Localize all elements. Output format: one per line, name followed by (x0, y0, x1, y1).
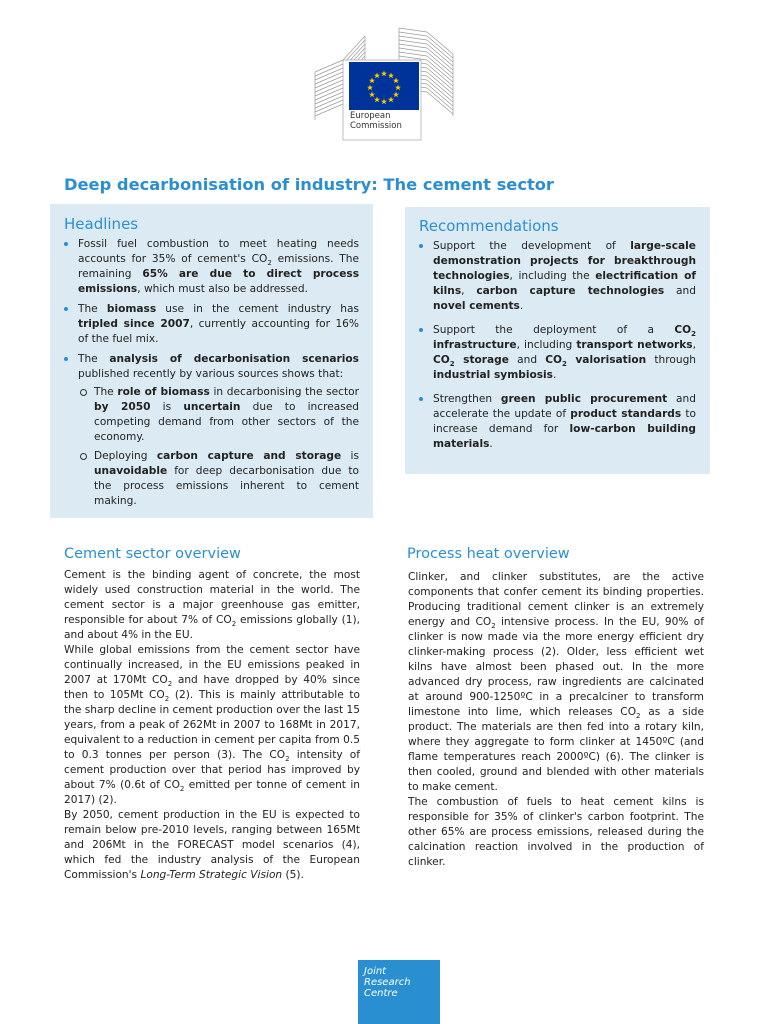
process-heat-body (408, 570, 704, 870)
paragraph: By 2050, cement production in the EU is expected to remain below pre-2010 levels, ranging between 165Mt and 206Mt in the FORECAST model scenarios (4), which fed the industry analysis of the European Commission's Long-Term Strategic Vision (5). (64, 809, 360, 881)
headline-item (64, 352, 359, 382)
headline-text: The biomass use in the cement industry has tripled since 2007, currently accounting for 16% of the fuel mix. (78, 303, 359, 345)
recommendation-item (419, 392, 696, 452)
headline-item (64, 302, 359, 347)
jrc-line2: Research (364, 977, 411, 988)
document-title: Deep decarbonisation of industry: The cement sector (64, 175, 554, 194)
headline-subitem-text: Deploying carbon capture and storage is unavoidable for deep decarbonisation due to the process emissions inherent to cement making. (94, 450, 360, 507)
european-commission-logo (307, 20, 457, 142)
headlines-box (50, 204, 373, 518)
process-heat-title: Process heat overview (407, 546, 570, 562)
recommendations-box (405, 207, 710, 474)
headline-subitem (64, 449, 359, 509)
headline-text: Fossil fuel combustion to meet heating needs accounts for 35% of cement's $CO_2$ emissions. The remaining 65% are due to direct process emissions, which must also be addressed. (78, 238, 359, 295)
headline-text: The analysis of decarbonisation scenarios published recently by various sources shows that: (78, 353, 359, 380)
paragraph: Clinker, and clinker substitutes, are the active components that confer cement its binding properties. Producing traditional cement clinker is an extremely energy and $CO_2$ intensive process. In the EU, 90% of clinker is now made via the more energy efficient dry clinker-making process (2). Older, less efficient wet kilns have almost been phased out. In the more advanced dry process, raw ingredients are calcinated at around 900-1250ºC in a precalciner to transform limestone into lime, which releases $CO_2$ as a side product. The materials are then fed into a rotary kiln, where they aggregate to form clinker at 1450ºC (and flame temperatures reach 2000ºC) (6). The clinker is then cooled, ground and blended with other materials to make cement. (408, 571, 705, 793)
recommendation-text: Support the deployment of a $CO_2$ infrastructure, including transport networks, $CO_2$ storage and $CO_2$ valorisation through industrial symbiosis. (433, 324, 697, 381)
logo-text-line1: European (350, 111, 391, 121)
recommendation-text: Support the development of large-scale demonstration projects for breakthrough technologies, including the electrification of kilns, carbon capture technologies and novel cements. (433, 240, 696, 312)
jrc-line3: Centre (364, 988, 398, 999)
headline-item (64, 237, 359, 297)
headline-subitem-text: The role of biomass in decarbonising the sector by 2050 is uncertain due to increased competing demand from other sectors of the economy. (94, 386, 359, 443)
paragraph: The combustion of fuels to heat cement kilns is responsible for 35% of clinker's carbon footprint. The other 65% are process emissions, released during the calcination reaction involved in the production of clinker. (408, 796, 704, 868)
cement-overview-body (64, 568, 360, 883)
jrc-logo (358, 960, 440, 1024)
logo-text-line2: Commission (350, 121, 402, 131)
jrc-line1: Joint (364, 966, 387, 977)
headline-subitem (64, 385, 359, 445)
cement-overview-title: Cement sector overview (64, 546, 241, 562)
recommendation-item (419, 323, 696, 383)
paragraph: Cement is the binding agent of concrete, the most widely used construction material in the world. The cement sector is a major greenhouse gas emitter, responsible for about 7% of $CO_2$ emissions globally (1), and about 4% in the EU. (64, 569, 360, 641)
recommendation-text: Strengthen green public procurement and accelerate the update of product standards to increase demand for low-carbon building materials. (433, 393, 696, 450)
berlaymont-building-icon (307, 20, 457, 142)
recommendations-title: Recommendations (419, 217, 559, 235)
headlines-title: Headlines (64, 215, 139, 233)
paragraph: While global emissions from the cement sector have continually increased, in the EU emissions peaked in 2007 at 170Mt $CO_2$ and have dropped by 40% since then to 105Mt $CO_2$ (2). This is mainly attributable to the sharp decline in cement production over the last 15 years, from a peak of 262Mt in 2007 to 168Mt in 2017, equivalent to a reduction in cement per capita from 0.5 to 0.3 tonnes per person (3). The $CO_2$ intensity of cement production over that period has improved by about 7% (0.6t of $CO_2$ emitted per tonne of cement in 2017) (2). (64, 644, 360, 806)
recommendation-item (419, 239, 696, 314)
